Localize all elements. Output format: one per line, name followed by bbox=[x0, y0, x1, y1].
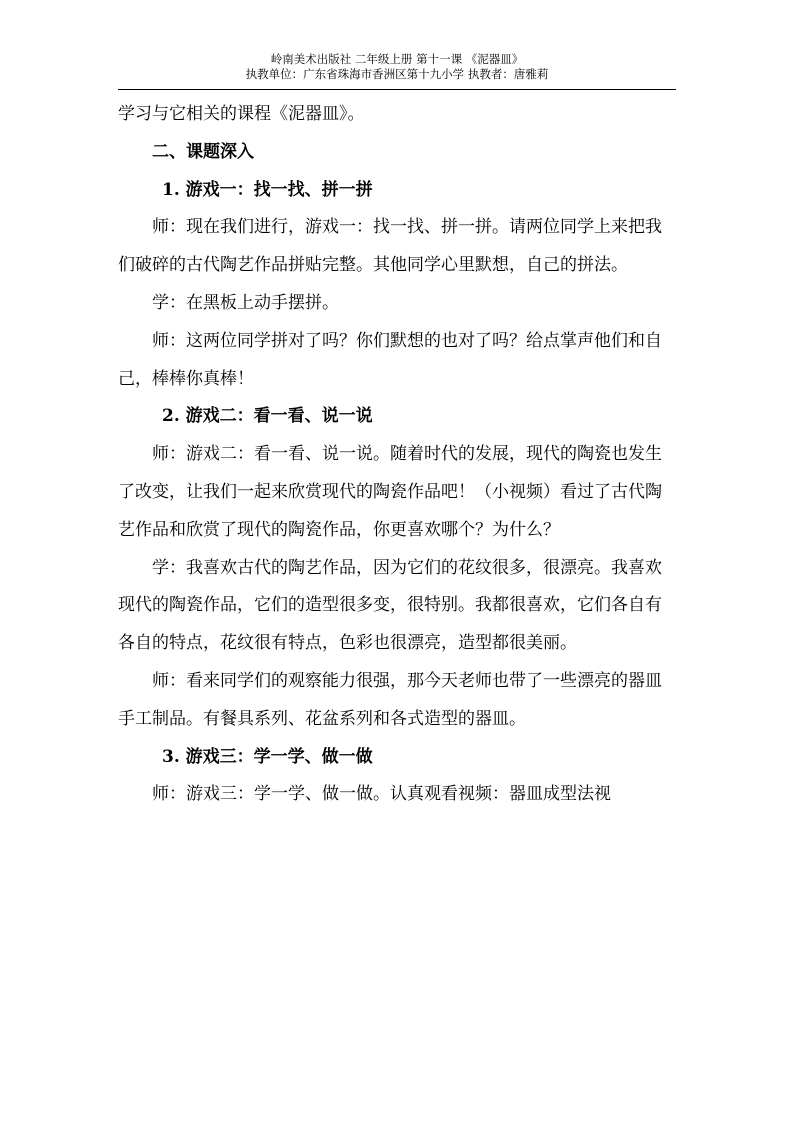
game-three-heading: 3. 游戏三：学一学、做一做 bbox=[162, 746, 373, 767]
paragraph-student: 学：我喜欢古代的陶艺作品，因为它们的花纹很多，很漂亮。我喜欢现代的陶瓷作品，它们的造型很多变，很特别。我都很喜欢，它们各自有各自的特点，花纹很有特点，色彩也很漂亮，造型都很美丽。 bbox=[118, 557, 662, 654]
paragraph-student: 学：在黑板上动手摆拼。 bbox=[152, 292, 339, 313]
paragraph-teacher: 师：这两位同学拼对了吗？你们默想的也对了吗？给点掌声他们和自己，棒棒你真棒！ bbox=[118, 330, 662, 389]
paragraph-teacher: 师：看来同学们的观察能力很强，那今天老师也带了一些漂亮的器皿手工制品。有餐具系列、花盆系列和各式造型的器皿。 bbox=[118, 670, 662, 729]
header-line-1: 岭南美术出版社 二年级上册 第十一课 《泥器皿》 bbox=[270, 52, 524, 66]
header-line-2: 执教单位：广东省珠海市香洲区第十九小学 执教者：唐雅莉 bbox=[245, 67, 549, 81]
game-one-heading: 1. 游戏一：找一找、拼一拼 bbox=[162, 179, 373, 200]
paragraph-continuation: 学习与它相关的课程《泥器皿》。 bbox=[118, 104, 365, 124]
paragraph-teacher: 师：现在我们进行，游戏一：找一找、拼一拼。请两位同学上来把我们破碎的古代陶艺作品拼贴完整。其他同学心里默想，自己的拼法。 bbox=[118, 217, 662, 276]
paragraph-teacher: 师：游戏三：学一学、做一做。认真观看视频：器皿成型法视 bbox=[152, 784, 611, 805]
page-header bbox=[118, 52, 676, 82]
game-two-heading: 2. 游戏二：看一看、说一说 bbox=[162, 406, 373, 427]
document-body bbox=[118, 96, 678, 814]
header-divider bbox=[118, 89, 676, 90]
paragraph-teacher: 师：游戏二：看一看、说一说。随着时代的发展，现代的陶瓷也发生了改变，让我们一起来欣赏现代的陶瓷作品吧！（小视频）看过了古代陶艺作品和欣赏了现代的陶瓷作品，你更喜欢哪个？为什么？ bbox=[118, 444, 662, 540]
section-heading: 二、课题深入 bbox=[152, 141, 254, 162]
